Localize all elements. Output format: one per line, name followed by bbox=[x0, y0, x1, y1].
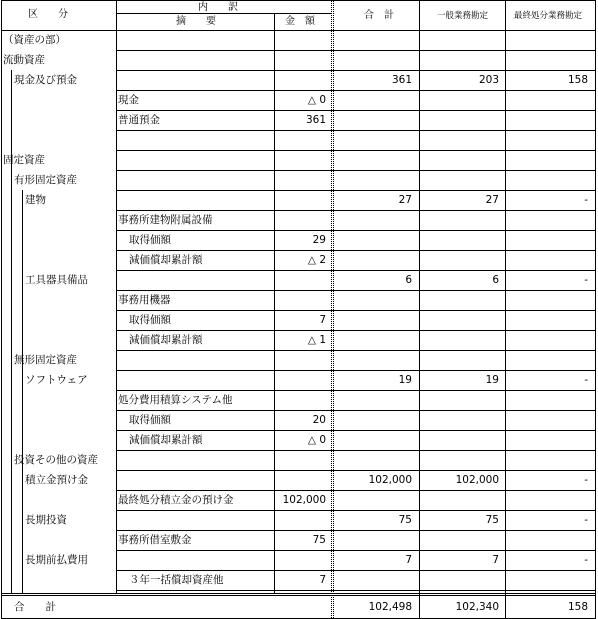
header-goukei: 合 計 bbox=[364, 10, 394, 21]
row-kubun: 固定資産 bbox=[3, 154, 45, 166]
row-saishu: - bbox=[584, 514, 588, 526]
row-ippan: 102,000 bbox=[455, 474, 499, 486]
row-line bbox=[116, 590, 595, 591]
total-top-line-2 bbox=[1, 595, 596, 596]
row-kubun: 無形固定資産 bbox=[14, 354, 77, 366]
row-ippan: 27 bbox=[485, 194, 499, 206]
row-saishu: 158 bbox=[567, 74, 588, 86]
row-line bbox=[116, 210, 595, 211]
row-kubun: 流動資産 bbox=[3, 54, 45, 66]
header-kubun: 区 分 bbox=[28, 9, 68, 20]
row-line bbox=[116, 430, 595, 431]
row-kingaku: 29 bbox=[312, 234, 326, 246]
row-goukei: 27 bbox=[398, 194, 412, 206]
frame-top bbox=[1, 0, 596, 1]
row-ippan: 7 bbox=[492, 554, 499, 566]
row-ippan: 203 bbox=[478, 74, 499, 86]
row-kubun: 有形固定資産 bbox=[14, 174, 77, 186]
row-tekiyo: 事務用機器 bbox=[118, 294, 171, 306]
row-tekiyo: 減価償却累計額 bbox=[129, 434, 203, 446]
row-kingaku: 361 bbox=[305, 114, 326, 126]
row-kubun: （資産の部） bbox=[3, 34, 66, 46]
vline-right bbox=[595, 0, 596, 618]
row-goukei: 75 bbox=[398, 514, 412, 526]
row-line bbox=[116, 130, 595, 131]
row-ippan: 6 bbox=[492, 274, 499, 286]
row-kingaku: 7 bbox=[319, 314, 326, 326]
row-line bbox=[116, 270, 595, 271]
total-top-line bbox=[1, 593, 596, 594]
row-tekiyo: 取得価額 bbox=[129, 234, 171, 246]
row-line bbox=[116, 190, 595, 191]
row-line bbox=[116, 530, 595, 531]
row-ippan: 19 bbox=[485, 374, 499, 386]
header-ippan: 一般業務勘定 bbox=[437, 11, 489, 21]
row-line bbox=[116, 110, 595, 111]
row-line bbox=[116, 550, 595, 551]
row-saishu: - bbox=[584, 474, 588, 486]
row-kubun: 積立金預け金 bbox=[25, 474, 88, 486]
row-line bbox=[116, 350, 595, 351]
total-ippan: 102,340 bbox=[455, 601, 499, 613]
vline-kubun bbox=[116, 0, 117, 593]
row-line bbox=[116, 510, 595, 511]
row-kingaku: 7 bbox=[319, 574, 326, 586]
vline-indent-2 bbox=[22, 190, 23, 593]
row-kubun: 建物 bbox=[25, 194, 46, 206]
row-kingaku: △ 2 bbox=[307, 254, 326, 266]
header-kingaku: 金 額 bbox=[285, 16, 315, 27]
row-line bbox=[116, 290, 595, 291]
row-kingaku: △ 0 bbox=[307, 94, 326, 106]
total-goukei: 102,498 bbox=[368, 601, 412, 613]
row-tekiyo: 取得価額 bbox=[129, 314, 171, 326]
row-line bbox=[116, 330, 595, 331]
row-line bbox=[116, 310, 595, 311]
row-line bbox=[116, 230, 595, 231]
row-line bbox=[116, 390, 595, 391]
header-uchiwake-underline bbox=[116, 13, 332, 14]
row-kubun: 長期前払費用 bbox=[25, 554, 88, 566]
row-line bbox=[116, 570, 595, 571]
header-bottom-line bbox=[1, 30, 596, 31]
row-line bbox=[116, 50, 595, 51]
row-kubun: 現金及び預金 bbox=[14, 74, 77, 86]
row-tekiyo: 最終処分積立金の預け金 bbox=[118, 494, 234, 506]
row-saishu: - bbox=[584, 554, 588, 566]
row-tekiyo: 普通預金 bbox=[118, 114, 160, 126]
row-line bbox=[116, 250, 595, 251]
vline-indent-1 bbox=[11, 70, 12, 593]
row-kingaku: 102,000 bbox=[282, 494, 326, 506]
header-uchiwake: 内 訳 bbox=[198, 2, 238, 13]
row-line bbox=[116, 170, 595, 171]
row-goukei: 6 bbox=[405, 274, 412, 286]
row-ippan: 75 bbox=[485, 514, 499, 526]
total-label: 合 計 bbox=[14, 601, 56, 613]
row-kubun: ソフトウェア bbox=[25, 374, 88, 386]
row-tekiyo: 取得価額 bbox=[129, 414, 171, 426]
row-saishu: - bbox=[584, 194, 588, 206]
row-kingaku: △ 1 bbox=[307, 334, 326, 346]
row-kingaku: 75 bbox=[312, 534, 326, 546]
row-goukei: 102,000 bbox=[368, 474, 412, 486]
header-saishu: 最終処分業務勘定 bbox=[514, 11, 583, 21]
row-goukei: 7 bbox=[405, 554, 412, 566]
row-kubun: 長期投資 bbox=[25, 514, 67, 526]
row-line bbox=[116, 370, 595, 371]
row-tekiyo: 現金 bbox=[118, 94, 139, 106]
row-kingaku: 20 bbox=[312, 414, 326, 426]
row-line bbox=[116, 490, 595, 491]
row-saishu: - bbox=[584, 274, 588, 286]
row-line bbox=[116, 150, 595, 151]
row-tekiyo: ３年一括償却資産他 bbox=[129, 574, 224, 586]
row-kubun: 工具器具備品 bbox=[25, 274, 88, 286]
row-line bbox=[116, 450, 595, 451]
row-tekiyo: 事務所建物附属設備 bbox=[118, 214, 213, 226]
row-line bbox=[116, 90, 595, 91]
total-saishu: 158 bbox=[567, 601, 588, 613]
row-tekiyo: 処分費用積算システム他 bbox=[118, 394, 233, 406]
vline-left bbox=[1, 0, 2, 618]
row-goukei: 19 bbox=[398, 374, 412, 386]
row-tekiyo: 減価償却累計額 bbox=[129, 334, 203, 346]
row-line bbox=[116, 410, 595, 411]
row-tekiyo: 減価償却累計額 bbox=[129, 254, 203, 266]
header-tekiyo: 摘 要 bbox=[176, 16, 216, 27]
row-line bbox=[116, 470, 595, 471]
row-kubun: 投資その他の資産 bbox=[14, 454, 98, 466]
row-kingaku: △ 0 bbox=[307, 434, 326, 446]
row-tekiyo: 事務所借室敷金 bbox=[118, 534, 192, 546]
row-saishu: - bbox=[584, 374, 588, 386]
row-goukei: 361 bbox=[391, 74, 412, 86]
row-line bbox=[116, 70, 595, 71]
